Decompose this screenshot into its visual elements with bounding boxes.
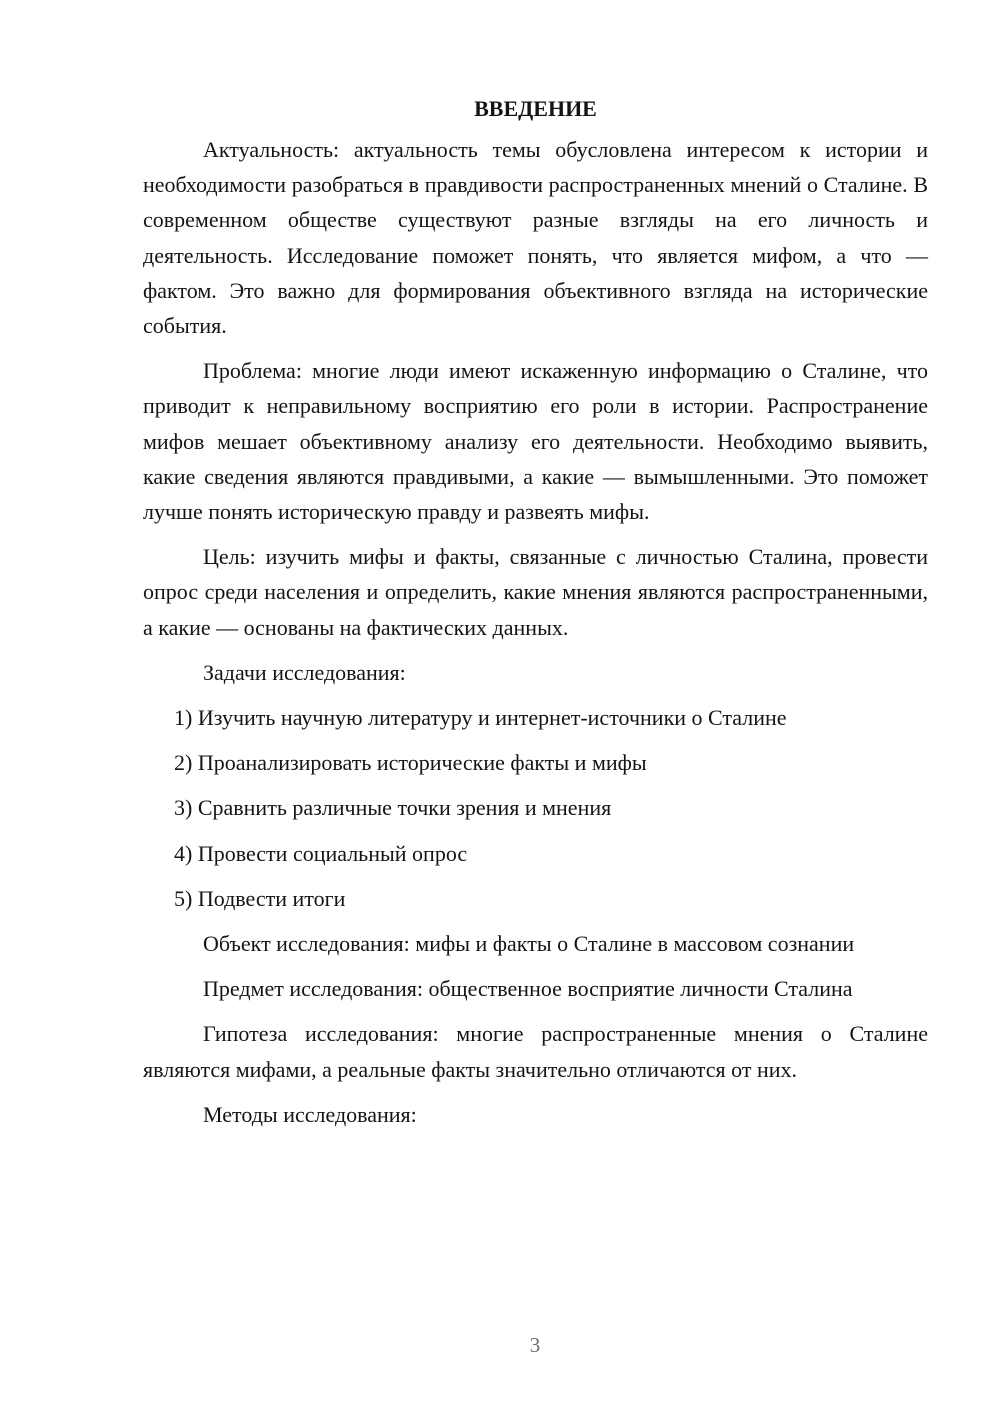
list-item: 4) Провести социальный опрос [174,840,468,866]
list-item: 5) Подвести итоги [174,885,346,911]
tasks-list [143,700,928,916]
section-heading: ВВЕДЕНИЕ [474,96,597,121]
paragraph-relevance: Актуальность: актуальность темы обусловлена интересом к истории и необходимости разобраться в правдивости распространенных мнений о Сталине. В современном обществе существуют разные взгляды на его личность и деятельность. Исследование поможет понять, что является мифом, а что — фактом. Это важно для формирования объективного взгляда на исторические события. [143,137,928,339]
list-item: 1) Изучить научную литературу и интернет-источники о Сталине [174,705,787,731]
document-page [143,92,928,1142]
list-item: 2) Проанализировать исторические факты и мифы [174,750,647,776]
paragraph-goal: Цель: изучить мифы и факты, связанные с личностью Сталина, провести опрос среди населения и определить, какие мнения являются распространенными, а какие — основаны на фактических данных. [143,544,928,640]
paragraph-object: Объект исследования: мифы и факты о Сталине в массовом сознании [203,931,855,957]
paragraph-problem: Проблема: многие люди имеют искаженную информацию о Сталине, что приводит к неправильному восприятию его роли в истории. Распространение мифов мешает объективному анализу его деятельности. Необходимо выявить, какие сведения являются правдивыми, а какие — вымышленными. Это поможет лучше понять историческую правду и развеять мифы. [143,358,928,525]
paragraph-hypothesis: Гипотеза исследования: многие распространенные мнения о Сталине являются мифами, а реальные факты значительно отличаются от них. [143,1021,928,1082]
paragraph-subject: Предмет исследования: общественное восприятие личности Сталина [203,976,853,1002]
paragraph-methods-intro: Методы исследования: [203,1101,417,1127]
page-number: 3 [529,1333,541,1357]
paragraph-tasks-intro: Задачи исследования: [203,659,406,685]
list-item: 3) Сравнить различные точки зрения и мнения [174,795,612,821]
